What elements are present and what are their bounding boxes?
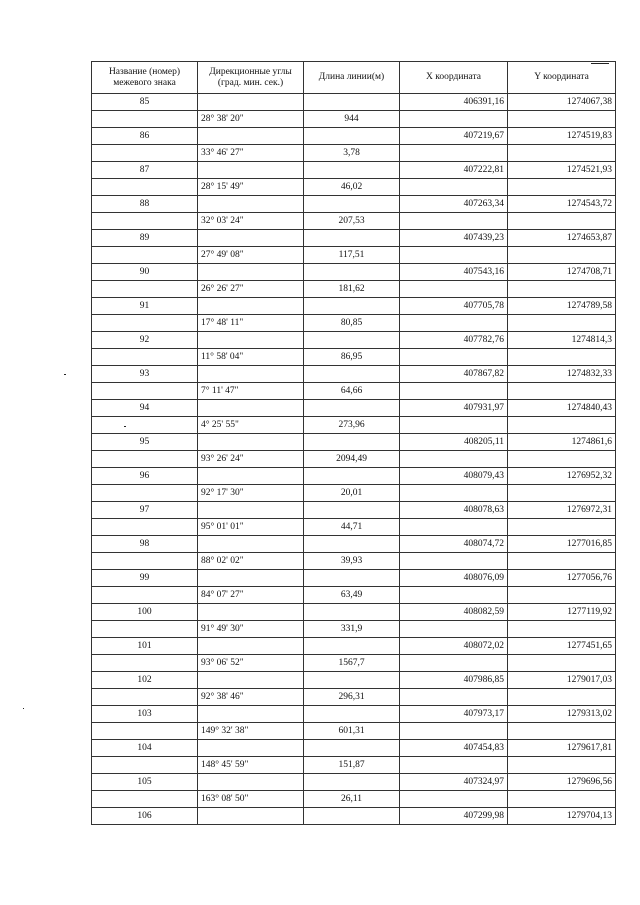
empty-cell — [198, 298, 304, 315]
empty-cell — [198, 468, 304, 485]
segment-angle: 26° 26' 27" — [198, 281, 304, 298]
point-row — [92, 298, 616, 315]
segment-row — [92, 757, 616, 774]
point-name: 96 — [92, 468, 198, 485]
segment-angle: 93° 26' 24" — [198, 451, 304, 468]
empty-cell — [92, 689, 198, 706]
segment-length: 20,01 — [304, 485, 400, 502]
segment-row — [92, 723, 616, 740]
segment-row — [92, 655, 616, 672]
point-row — [92, 672, 616, 689]
segment-angle: 17° 48' 11" — [198, 315, 304, 332]
empty-cell — [400, 247, 508, 264]
point-x: 408072,02 — [400, 638, 508, 655]
empty-cell — [92, 723, 198, 740]
empty-cell — [304, 298, 400, 315]
point-name: 87 — [92, 162, 198, 179]
segment-angle: 28° 15' 49" — [198, 179, 304, 196]
point-y: 1277451,65 — [508, 638, 616, 655]
point-y: 1274708,71 — [508, 264, 616, 281]
segment-angle: 88° 02' 02" — [198, 553, 304, 570]
segment-row — [92, 417, 616, 434]
segment-row — [92, 689, 616, 706]
empty-cell — [92, 451, 198, 468]
empty-cell — [508, 689, 616, 706]
segment-angle: 92° 17' 30" — [198, 485, 304, 502]
empty-cell — [508, 145, 616, 162]
empty-cell — [198, 502, 304, 519]
point-name: 93 — [92, 366, 198, 383]
point-y: 1279617,81 — [508, 740, 616, 757]
segment-angle: 95° 01' 01" — [198, 519, 304, 536]
point-y: 1277056,76 — [508, 570, 616, 587]
segment-length: 151,87 — [304, 757, 400, 774]
segment-length: 1567,7 — [304, 655, 400, 672]
empty-cell — [92, 519, 198, 536]
segment-length: 2094,49 — [304, 451, 400, 468]
empty-cell — [92, 757, 198, 774]
empty-cell — [92, 485, 198, 502]
point-row — [92, 808, 616, 825]
segment-row — [92, 519, 616, 536]
empty-cell — [508, 213, 616, 230]
empty-cell — [508, 757, 616, 774]
segment-row — [92, 349, 616, 366]
empty-cell — [508, 383, 616, 400]
point-y: 1279313,02 — [508, 706, 616, 723]
segment-row — [92, 553, 616, 570]
empty-cell — [508, 281, 616, 298]
empty-cell — [198, 366, 304, 383]
empty-cell — [304, 468, 400, 485]
empty-cell — [508, 451, 616, 468]
segment-angle: 7° 11' 47" — [198, 383, 304, 400]
segment-row — [92, 451, 616, 468]
header-x: X координата — [400, 62, 508, 94]
empty-cell — [198, 162, 304, 179]
point-y: 1274832,33 — [508, 366, 616, 383]
empty-cell — [400, 553, 508, 570]
scan-mark — [64, 374, 66, 375]
point-name: 92 — [92, 332, 198, 349]
point-row — [92, 740, 616, 757]
empty-cell — [92, 655, 198, 672]
segment-angle: 33° 46' 27" — [198, 145, 304, 162]
segment-length: 3,78 — [304, 145, 400, 162]
point-y: 1274521,93 — [508, 162, 616, 179]
segment-row — [92, 621, 616, 638]
empty-cell — [92, 417, 198, 434]
segment-row — [92, 315, 616, 332]
point-row — [92, 706, 616, 723]
segment-angle: 91° 49' 30" — [198, 621, 304, 638]
point-name: 99 — [92, 570, 198, 587]
point-x: 407439,23 — [400, 230, 508, 247]
point-row — [92, 162, 616, 179]
empty-cell — [400, 349, 508, 366]
empty-cell — [304, 400, 400, 417]
empty-cell — [400, 519, 508, 536]
point-x: 408079,43 — [400, 468, 508, 485]
point-y: 1274789,58 — [508, 298, 616, 315]
point-y: 1274840,43 — [508, 400, 616, 417]
empty-cell — [400, 485, 508, 502]
empty-cell — [400, 723, 508, 740]
point-y: 1274543,72 — [508, 196, 616, 213]
point-x: 407867,82 — [400, 366, 508, 383]
empty-cell — [198, 128, 304, 145]
empty-cell — [304, 638, 400, 655]
empty-cell — [198, 196, 304, 213]
point-y: 1276952,32 — [508, 468, 616, 485]
segment-row — [92, 485, 616, 502]
empty-cell — [304, 332, 400, 349]
point-row — [92, 502, 616, 519]
segment-length: 117,51 — [304, 247, 400, 264]
point-row — [92, 570, 616, 587]
segment-row — [92, 145, 616, 162]
survey-coordinates-table — [91, 61, 616, 825]
empty-cell — [198, 570, 304, 587]
empty-cell — [400, 213, 508, 230]
empty-cell — [304, 162, 400, 179]
point-row — [92, 638, 616, 655]
empty-cell — [400, 689, 508, 706]
point-x: 408074,72 — [400, 536, 508, 553]
point-y: 1277016,85 — [508, 536, 616, 553]
empty-cell — [400, 655, 508, 672]
segment-length: 26,11 — [304, 791, 400, 808]
point-name: 89 — [92, 230, 198, 247]
point-row — [92, 366, 616, 383]
empty-cell — [92, 621, 198, 638]
segment-length: 63,49 — [304, 587, 400, 604]
header-name: Название (номер) межевого знака — [92, 62, 198, 94]
point-x: 407931,97 — [400, 400, 508, 417]
point-y: 1274067,38 — [508, 94, 616, 111]
point-row — [92, 604, 616, 621]
empty-cell — [508, 111, 616, 128]
empty-cell — [304, 264, 400, 281]
segment-length: 944 — [304, 111, 400, 128]
segment-angle: 32° 03' 24" — [198, 213, 304, 230]
point-name: 85 — [92, 94, 198, 111]
empty-cell — [198, 808, 304, 825]
segment-angle: 84° 07' 27" — [198, 587, 304, 604]
segment-length: 39,93 — [304, 553, 400, 570]
point-y: 1277119,92 — [508, 604, 616, 621]
point-row — [92, 230, 616, 247]
empty-cell — [304, 196, 400, 213]
point-x: 406391,16 — [400, 94, 508, 111]
point-y: 1279704,13 — [508, 808, 616, 825]
point-row — [92, 332, 616, 349]
empty-cell — [508, 587, 616, 604]
segment-length: 601,31 — [304, 723, 400, 740]
empty-cell — [198, 94, 304, 111]
empty-cell — [198, 672, 304, 689]
point-name: 106 — [92, 808, 198, 825]
empty-cell — [198, 536, 304, 553]
segment-angle: 163° 08' 50" — [198, 791, 304, 808]
empty-cell — [304, 570, 400, 587]
empty-cell — [400, 621, 508, 638]
segment-length: 181,62 — [304, 281, 400, 298]
empty-cell — [198, 230, 304, 247]
scan-mark — [23, 708, 24, 709]
segment-angle: 4° 25' 55" — [198, 417, 304, 434]
point-name: 101 — [92, 638, 198, 655]
point-name: 102 — [92, 672, 198, 689]
empty-cell — [198, 434, 304, 451]
empty-cell — [304, 774, 400, 791]
point-row — [92, 536, 616, 553]
empty-cell — [508, 519, 616, 536]
empty-cell — [400, 111, 508, 128]
empty-cell — [92, 247, 198, 264]
point-x: 407219,67 — [400, 128, 508, 145]
point-x: 408076,09 — [400, 570, 508, 587]
segment-row — [92, 179, 616, 196]
empty-cell — [304, 502, 400, 519]
empty-cell — [508, 621, 616, 638]
empty-cell — [508, 247, 616, 264]
segment-angle: 92° 38' 46" — [198, 689, 304, 706]
empty-cell — [92, 179, 198, 196]
point-y: 1274814,3 — [508, 332, 616, 349]
segment-length: 296,31 — [304, 689, 400, 706]
segment-row — [92, 111, 616, 128]
empty-cell — [304, 94, 400, 111]
point-y: 1279696,56 — [508, 774, 616, 791]
segment-row — [92, 791, 616, 808]
empty-cell — [508, 553, 616, 570]
segment-length: 46,02 — [304, 179, 400, 196]
header-angle: Дирекционные углы (град. мин. сек.) — [198, 62, 304, 94]
point-name: 88 — [92, 196, 198, 213]
point-y: 1276972,31 — [508, 502, 616, 519]
empty-cell — [400, 315, 508, 332]
point-row — [92, 434, 616, 451]
point-name: 97 — [92, 502, 198, 519]
point-row — [92, 468, 616, 485]
point-name: 86 — [92, 128, 198, 145]
point-y: 1274861,6 — [508, 434, 616, 451]
empty-cell — [508, 417, 616, 434]
point-y: 1274519,83 — [508, 128, 616, 145]
empty-cell — [304, 230, 400, 247]
empty-cell — [198, 604, 304, 621]
empty-cell — [400, 383, 508, 400]
segment-length: 273,96 — [304, 417, 400, 434]
point-name: 105 — [92, 774, 198, 791]
table-body — [92, 94, 616, 825]
empty-cell — [92, 383, 198, 400]
table-header-row — [92, 62, 616, 94]
point-row — [92, 196, 616, 213]
point-row — [92, 264, 616, 281]
segment-angle: 27° 49' 08" — [198, 247, 304, 264]
empty-cell — [304, 740, 400, 757]
segment-angle: 93° 06' 52" — [198, 655, 304, 672]
point-name: 103 — [92, 706, 198, 723]
empty-cell — [400, 451, 508, 468]
empty-cell — [198, 638, 304, 655]
point-y: 1274653,87 — [508, 230, 616, 247]
point-x: 407973,17 — [400, 706, 508, 723]
segment-row — [92, 213, 616, 230]
point-x: 407543,16 — [400, 264, 508, 281]
empty-cell — [92, 111, 198, 128]
empty-cell — [400, 587, 508, 604]
empty-cell — [304, 366, 400, 383]
point-name: 91 — [92, 298, 198, 315]
empty-cell — [400, 791, 508, 808]
empty-cell — [198, 400, 304, 417]
point-x: 407299,98 — [400, 808, 508, 825]
point-x: 407986,85 — [400, 672, 508, 689]
empty-cell — [304, 672, 400, 689]
point-x: 407263,34 — [400, 196, 508, 213]
empty-cell — [92, 553, 198, 570]
empty-cell — [198, 264, 304, 281]
empty-cell — [304, 604, 400, 621]
point-x: 407454,83 — [400, 740, 508, 757]
segment-length: 64,66 — [304, 383, 400, 400]
point-row — [92, 400, 616, 417]
segment-angle: 149° 32' 38" — [198, 723, 304, 740]
empty-cell — [400, 281, 508, 298]
empty-cell — [400, 417, 508, 434]
segment-row — [92, 587, 616, 604]
point-row — [92, 774, 616, 791]
point-x: 408082,59 — [400, 604, 508, 621]
empty-cell — [400, 179, 508, 196]
segment-length: 44,71 — [304, 519, 400, 536]
empty-cell — [508, 723, 616, 740]
empty-cell — [508, 179, 616, 196]
empty-cell — [92, 791, 198, 808]
empty-cell — [198, 740, 304, 757]
point-y: 1279017,03 — [508, 672, 616, 689]
empty-cell — [400, 145, 508, 162]
empty-cell — [304, 706, 400, 723]
empty-cell — [400, 757, 508, 774]
empty-cell — [92, 315, 198, 332]
empty-cell — [92, 281, 198, 298]
empty-cell — [508, 485, 616, 502]
segment-length: 331,9 — [304, 621, 400, 638]
empty-cell — [304, 434, 400, 451]
empty-cell — [92, 145, 198, 162]
point-row — [92, 94, 616, 111]
segment-row — [92, 247, 616, 264]
empty-cell — [304, 808, 400, 825]
empty-cell — [508, 315, 616, 332]
point-x: 407222,81 — [400, 162, 508, 179]
segment-row — [92, 383, 616, 400]
point-name: 98 — [92, 536, 198, 553]
point-name: 100 — [92, 604, 198, 621]
point-x: 408205,11 — [400, 434, 508, 451]
point-x: 407705,78 — [400, 298, 508, 315]
empty-cell — [198, 332, 304, 349]
header-length: Длина линии(м) — [304, 62, 400, 94]
segment-row — [92, 281, 616, 298]
header-y: Y координата — [508, 62, 616, 94]
empty-cell — [304, 536, 400, 553]
empty-cell — [92, 213, 198, 230]
segment-length: 86,95 — [304, 349, 400, 366]
empty-cell — [508, 655, 616, 672]
point-row — [92, 128, 616, 145]
segment-angle: 28° 38' 20" — [198, 111, 304, 128]
empty-cell — [92, 587, 198, 604]
point-name: 95 — [92, 434, 198, 451]
point-x: 407782,76 — [400, 332, 508, 349]
empty-cell — [198, 774, 304, 791]
empty-cell — [198, 706, 304, 723]
point-name: 94 — [92, 400, 198, 417]
point-name: 104 — [92, 740, 198, 757]
point-name: 90 — [92, 264, 198, 281]
point-x: 407324,97 — [400, 774, 508, 791]
empty-cell — [508, 791, 616, 808]
segment-angle: 148° 45' 59" — [198, 757, 304, 774]
segment-length: 207,53 — [304, 213, 400, 230]
empty-cell — [508, 349, 616, 366]
point-x: 408078,63 — [400, 502, 508, 519]
segment-angle: 11° 58' 04" — [198, 349, 304, 366]
segment-length: 80,85 — [304, 315, 400, 332]
empty-cell — [92, 349, 198, 366]
empty-cell — [304, 128, 400, 145]
